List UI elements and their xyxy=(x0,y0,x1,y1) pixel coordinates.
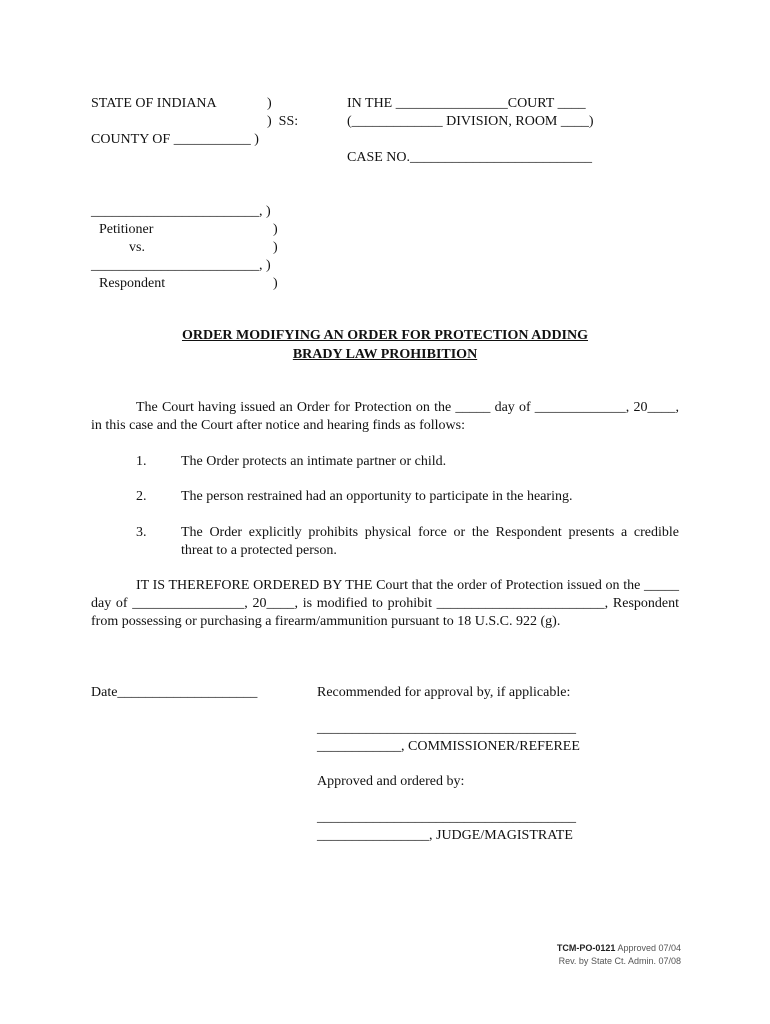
respondent-line: ________________________, ) xyxy=(91,258,271,273)
form-id xyxy=(557,942,681,954)
approved-label: Approved and ordered by: xyxy=(317,774,465,789)
date-line: Date____________________ xyxy=(91,685,258,700)
division-line: (_____________ DIVISION, ROOM ____) xyxy=(347,114,594,129)
finding-number: 3. xyxy=(136,525,147,540)
court-line: IN THE ________________COURT ____ xyxy=(347,96,586,111)
form-number: TCM-PO-0121 xyxy=(556,943,616,953)
commissioner-signature-line: _____________________________________ xyxy=(317,721,576,736)
parties-paren: ) xyxy=(273,240,278,255)
vs-label: vs. xyxy=(129,240,145,255)
document-subtitle: BRADY LAW PROHIBITION xyxy=(292,347,478,362)
finding-text: The Order protects an intimate partner or child. xyxy=(181,454,447,469)
finding-number: 1. xyxy=(136,454,147,469)
petitioner-label: Petitioner xyxy=(99,222,154,237)
case-number: CASE NO.__________________________ xyxy=(347,150,593,165)
judge-signature-line: _____________________________________ xyxy=(317,810,576,825)
parties-paren: ) xyxy=(273,276,278,291)
judge-label: ________________, JUDGE/MAGISTRATE xyxy=(317,828,573,843)
parties-paren: ) xyxy=(273,222,278,237)
ss-label: ) SS: xyxy=(267,114,299,129)
revision-note: Rev. by State Ct. Admin. 07/08 xyxy=(558,956,681,966)
intro-paragraph: The Court having issued an Order for Protection on the _____ day of _____________, 20____, in this case and the Court after notice and hearing finds as follows: xyxy=(91,400,679,433)
finding-text: The Order explicitly prohibits physical force or the Respondent presents a credible threat to a protected person. xyxy=(181,525,679,558)
recommended-label: Recommended for approval by, if applicable: xyxy=(317,685,571,700)
finding-number: 2. xyxy=(136,489,147,504)
order-paragraph: IT IS THEREFORE ORDERED BY THE Court that the order of Protection issued on the _____ day of ________________, 20____, is modified to prohibit ________________________, Respondent from possessing or purchasing a firearm/ammunition pursuant to 18 U.S.C. 922 (g). xyxy=(91,578,679,629)
respondent-label: Respondent xyxy=(99,276,166,291)
petitioner-line: ________________________, ) xyxy=(91,204,271,219)
commissioner-label: ____________, COMMISSIONER/REFEREE xyxy=(317,739,580,754)
caption-paren: ) xyxy=(267,96,272,111)
county-label: COUNTY OF ___________ ) xyxy=(91,132,259,147)
finding-text: The person restrained had an opportunity to participate in the hearing. xyxy=(181,489,573,504)
state-label: STATE OF INDIANA xyxy=(91,96,217,111)
document-title: ORDER MODIFYING AN ORDER FOR PROTECTION ADDING xyxy=(181,328,589,343)
approved-date: Approved 07/04 xyxy=(615,943,681,953)
